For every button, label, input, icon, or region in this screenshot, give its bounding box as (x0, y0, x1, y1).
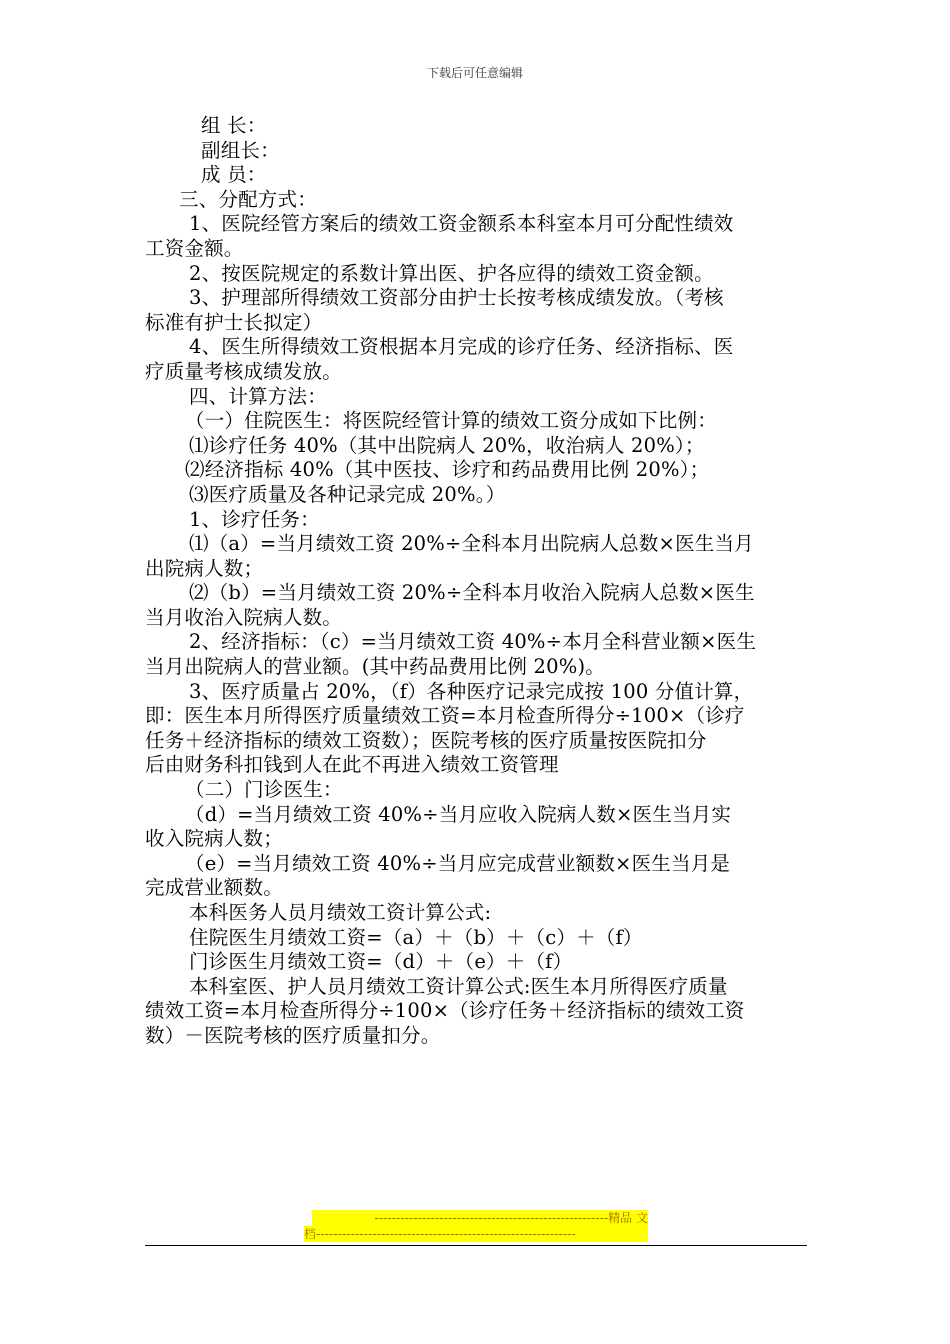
paragraph-line: 4、医生所得绩效工资根据本月完成的诊疗任务、经济指标、医 (189, 335, 734, 359)
paragraph-line: ⑴（a）=当月绩效工资 20%÷全科本月出院病人总数×医生当月 (189, 532, 754, 556)
paragraph-line: （一）住院医生：将医院经管计算的绩效工资分成如下比例： (185, 409, 717, 433)
paragraph-line: 3、医疗质量占 20%，（f）各种医疗记录完成按 100 分值计算， (189, 679, 754, 703)
document-body (145, 114, 807, 1049)
paragraph-line: 本科医务人员月绩效工资计算公式: (189, 901, 492, 924)
paragraph-line: 绩效工资=本月检查所得分÷100×（诊疗任务＋经济指标的绩效工资 (145, 999, 745, 1023)
paragraph-line: 标准有护士长拟定） (145, 310, 323, 334)
paragraph-line: 成 员： (201, 163, 267, 187)
paragraph-line: ⑵经济指标 40%（其中医技、诊疗和药品费用比例 20%）； (185, 458, 710, 482)
paragraph-line: ⑵（b）=当月绩效工资 20%÷全科本月收治入院病人总数×医生 (189, 581, 755, 605)
paragraph-line: （d）=当月绩效工资 40%÷当月应收入院病人数×医生当月实 (185, 802, 732, 826)
paragraph-line: （e）=当月绩效工资 40%÷当月应完成营业额数×医生当月是 (185, 851, 731, 875)
paragraph-line: 出院病人数； (145, 556, 264, 580)
paragraph-line: 三、分配方式： (179, 187, 317, 211)
paragraph-line: 收入院病人数； (145, 827, 283, 851)
footer-divider (145, 1245, 807, 1246)
paragraph-line: 当月收治入院病人数。 (145, 605, 343, 629)
paragraph-line: 住院医生月绩效工资=（a）＋（b）＋（c）＋（f） (189, 925, 643, 949)
paragraph-line: ⑴诊疗任务 40%（其中出院病人 20%，收治病人 20%）； (189, 433, 705, 457)
paragraph-line: 本科室医、护人员月绩效工资计算公式:医生本月所得医疗质量 (189, 974, 728, 998)
paragraph-line: 工资金额。 (145, 236, 244, 260)
footer-watermark (304, 1210, 648, 1242)
paragraph-line: 副组长： (201, 138, 280, 162)
paragraph-line: （二）门诊医生： (185, 778, 343, 802)
paragraph-line: 四、计算方法： (189, 384, 327, 408)
paragraph-line: 当月出院病人的营业额。(其中药品费用比例 20%)。 (145, 655, 605, 679)
paragraph-line: 2、按医院规定的系数计算出医、护各应得的绩效工资金额。 (189, 261, 714, 285)
page-header: 下载后可任意编辑 (426, 66, 523, 80)
paragraph-line: 数）－医院考核的医疗质量扣分。 (145, 1023, 441, 1047)
paragraph-line: 后由财务科扣钱到人在此不再进入绩效工资管理 (145, 753, 559, 777)
paragraph-line: 组 长： (201, 114, 267, 137)
paragraph-line: 门诊医生月绩效工资=（d）＋（e）＋（f） (189, 950, 573, 974)
footer-line-1: ------------------------------------------------------精品 文 (312, 1210, 648, 1226)
paragraph-line: 疗质量考核成绩发放。 (145, 359, 343, 383)
paragraph-line: 即：医生本月所得医疗质量绩效工资=本月检查所得分÷100×（诊疗 (145, 704, 745, 728)
paragraph-line: ⑶医疗质量及各种记录完成 20%。） (189, 482, 506, 506)
paragraph-line: 1、诊疗任务： (189, 507, 320, 531)
paragraph-line: 任务＋经济指标的绩效工资数）；医院考核的医疗质量按医院扣分 (145, 728, 707, 752)
paragraph-line: 2、经济指标：（c）=当月绩效工资 40%÷本月全科营业额×医生 (189, 630, 757, 654)
footer-line-2: 档------------------------------------------------------------ (304, 1226, 648, 1242)
paragraph-line: 1、医院经管方案后的绩效工资金额系本科室本月可分配性绩效 (189, 212, 734, 236)
paragraph-line: 完成营业额数。 (145, 876, 283, 900)
paragraph-line: 3、护理部所得绩效工资部分由护士长按考核成绩发放。（考核 (189, 286, 724, 310)
